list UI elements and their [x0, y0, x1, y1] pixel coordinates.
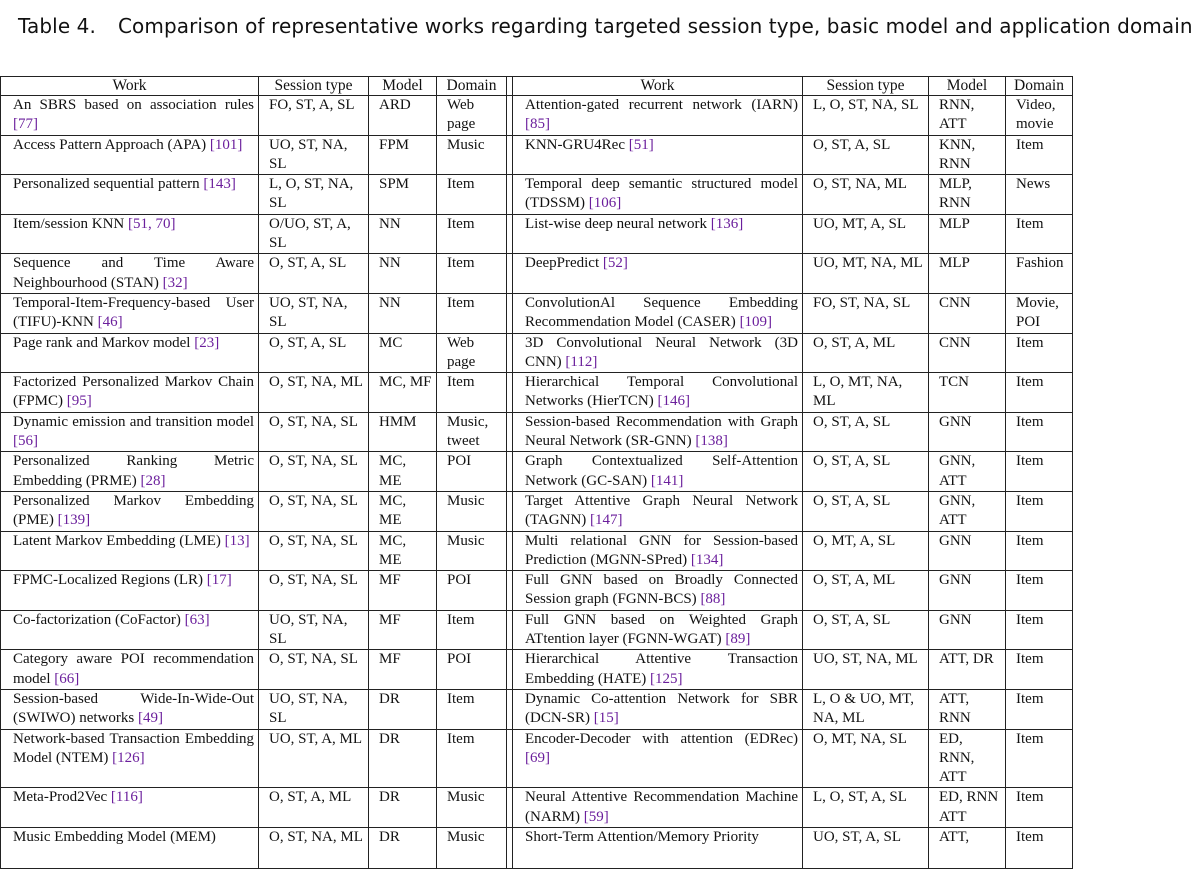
- citation-link: [88]: [700, 591, 726, 608]
- citation-link: [69]: [525, 749, 550, 766]
- session-type-cell-left: O, ST, A, SL: [259, 254, 369, 294]
- work-cell-left: [1, 214, 259, 254]
- citation-link: [116]: [110, 789, 143, 806]
- model-cell-left: NN: [369, 293, 437, 333]
- session-type-cell-right: O, MT, A, SL: [803, 531, 929, 571]
- citation-link: [101]: [209, 136, 243, 153]
- work-name: Latent Markov Embedding (LME): [13, 532, 221, 549]
- citation-link: [141]: [650, 472, 684, 489]
- session-type-cell-left: O, ST, NA, SL: [259, 531, 369, 571]
- work-cell-left: [1, 96, 259, 136]
- domain-cell-right: Item: [1006, 571, 1073, 611]
- work-name: Network-based Transaction Embedding Model (NTEM): [13, 730, 254, 766]
- citation-link: [139]: [57, 512, 91, 529]
- session-type-cell-right: L, O, ST, A, SL: [803, 788, 929, 828]
- model-cell-right: ED, RNN, ATT: [929, 729, 1006, 788]
- work-name: Attention-gated recurrent network (IARN): [525, 97, 798, 113]
- domain-cell-left: POI: [437, 452, 507, 492]
- citation-link: [89]: [725, 631, 751, 648]
- table-row: [1, 610, 1073, 650]
- work-cell-left: [1, 135, 259, 175]
- session-type-cell-right: L, O & UO, MT, NA, ML: [803, 689, 929, 729]
- model-cell-left: MC, ME: [369, 452, 437, 492]
- model-cell-right: GNN, ATT: [929, 452, 1006, 492]
- table-row: [1, 788, 1073, 828]
- citation-link: [51, 70]: [128, 215, 176, 232]
- table-row: [1, 135, 1073, 175]
- work-cell-left: [1, 571, 259, 611]
- work-cell-left: [1, 610, 259, 650]
- citation-link: [143]: [203, 176, 236, 193]
- model-cell-right: CNN: [929, 333, 1006, 373]
- citation-link: [109]: [739, 314, 773, 331]
- domain-cell-left: Item: [437, 175, 507, 215]
- work-cell-right: [513, 827, 803, 868]
- work-cell-right: [513, 214, 803, 254]
- session-type-cell-left: O, ST, A, SL: [259, 333, 369, 373]
- model-cell-left: MF: [369, 571, 437, 611]
- work-cell-left: [1, 373, 259, 413]
- model-cell-left: FPM: [369, 135, 437, 175]
- work-cell-left: [1, 531, 259, 571]
- session-type-cell-right: O, ST, A, SL: [803, 452, 929, 492]
- domain-cell-right: Fashion: [1006, 254, 1073, 294]
- table-body: [1, 96, 1073, 869]
- model-cell-right: ATT,: [929, 827, 1006, 868]
- citation-link: [46]: [97, 314, 123, 331]
- citation-link: [51]: [628, 136, 654, 153]
- work-cell-right: [513, 788, 803, 828]
- work-name: Personalized Markov Embedding (PME): [13, 492, 254, 529]
- model-cell-right: GNN: [929, 412, 1006, 452]
- domain-cell-left: Item: [437, 293, 507, 333]
- work-cell-left: [1, 650, 259, 690]
- session-type-cell-left: UO, ST, NA, SL: [259, 610, 369, 650]
- model-cell-left: NN: [369, 254, 437, 294]
- work-name: Music Embedding Model (MEM): [13, 828, 216, 845]
- header-work-right: Work: [513, 77, 803, 96]
- model-cell-right: RNN, ATT: [929, 96, 1006, 136]
- session-type-cell-left: O/UO, ST, A, SL: [259, 214, 369, 254]
- citation-link: [112]: [565, 353, 598, 370]
- domain-cell-left: Music, tweet: [437, 412, 507, 452]
- domain-cell-right: Item: [1006, 689, 1073, 729]
- table-row: [1, 412, 1073, 452]
- citation-link: [23]: [194, 334, 220, 351]
- work-cell-right: [513, 412, 803, 452]
- domain-cell-right: Item: [1006, 531, 1073, 571]
- model-cell-right: ED, RNN ATT: [929, 788, 1006, 828]
- table-row: [1, 96, 1073, 136]
- model-cell-right: MLP, RNN: [929, 175, 1006, 215]
- table-row: [1, 254, 1073, 294]
- model-cell-left: MC, MF: [369, 373, 437, 413]
- domain-cell-left: Item: [437, 254, 507, 294]
- model-cell-left: MC: [369, 333, 437, 373]
- model-cell-left: MC, ME: [369, 491, 437, 531]
- citation-link: [106]: [588, 195, 622, 212]
- model-cell-left: SPM: [369, 175, 437, 215]
- domain-cell-right: Item: [1006, 491, 1073, 531]
- work-name: Session-based Wide-In-Wide-Out (SWIWO) networks: [13, 690, 254, 727]
- session-type-cell-left: O, ST, NA, ML: [259, 373, 369, 413]
- work-cell-left: [1, 175, 259, 215]
- header-domain-left: Domain: [437, 77, 507, 96]
- header-session-right: Session type: [803, 77, 929, 96]
- model-cell-left: ARD: [369, 96, 437, 136]
- work-name: Encoder-Decoder with attention (EDRec): [525, 730, 798, 747]
- model-cell-left: MF: [369, 650, 437, 690]
- citation-link: [147]: [590, 512, 623, 529]
- work-name: KNN-GRU4Rec: [525, 136, 625, 153]
- model-cell-right: GNN: [929, 531, 1006, 571]
- work-cell-right: [513, 689, 803, 729]
- work-cell-right: [513, 333, 803, 373]
- work-name: Category aware POI recommendation model: [13, 651, 254, 687]
- session-type-cell-left: O, ST, A, ML: [259, 788, 369, 828]
- session-type-cell-right: O, ST, A, SL: [803, 135, 929, 175]
- comparison-table: [0, 76, 1073, 869]
- work-name: Factorized Personalized Markov Chain (FPMC): [13, 374, 254, 410]
- model-cell-right: CNN: [929, 293, 1006, 333]
- table-row: [1, 827, 1073, 868]
- session-type-cell-right: O, MT, NA, SL: [803, 729, 929, 788]
- table-row: [1, 729, 1073, 788]
- work-cell-left: [1, 491, 259, 531]
- domain-cell-right: Item: [1006, 412, 1073, 452]
- model-cell-left: DR: [369, 788, 437, 828]
- citation-link: [138]: [695, 433, 728, 450]
- session-type-cell-right: O, ST, A, SL: [803, 610, 929, 650]
- domain-cell-left: Item: [437, 729, 507, 788]
- work-name: An SBRS based on association rules: [13, 97, 254, 113]
- header-model-right: Model: [929, 77, 1006, 96]
- work-name: Temporal deep semantic structured model (TDSSM): [525, 176, 798, 212]
- work-name: Hierarchical Attentive Transaction Embedding (HATE): [525, 651, 798, 687]
- work-name: Dynamic emission and transition model: [13, 413, 254, 430]
- session-type-cell-left: UO, ST, NA, SL: [259, 293, 369, 333]
- table-caption-label: Table 4.: [18, 14, 96, 38]
- model-cell-left: MF: [369, 610, 437, 650]
- session-type-cell-left: FO, ST, A, SL: [259, 96, 369, 136]
- model-cell-left: DR: [369, 689, 437, 729]
- work-cell-right: [513, 491, 803, 531]
- work-cell-right: [513, 650, 803, 690]
- table-row: [1, 571, 1073, 611]
- domain-cell-right: News: [1006, 175, 1073, 215]
- model-cell-left: DR: [369, 827, 437, 868]
- domain-cell-right: Item: [1006, 610, 1073, 650]
- domain-cell-left: Music: [437, 135, 507, 175]
- session-type-cell-right: L, O, ST, NA, SL: [803, 96, 929, 136]
- citation-link: [134]: [690, 551, 724, 568]
- model-cell-right: GNN, ATT: [929, 491, 1006, 531]
- domain-cell-left: Web page: [437, 96, 507, 136]
- session-type-cell-right: L, O, MT, NA, ML: [803, 373, 929, 413]
- work-name: Item/session KNN: [13, 215, 125, 232]
- header-domain-right: Domain: [1006, 77, 1073, 96]
- table-row: [1, 689, 1073, 729]
- header-work-left: Work: [1, 77, 259, 96]
- work-cell-left: [1, 333, 259, 373]
- work-cell-right: [513, 531, 803, 571]
- work-name: ConvolutionAl Sequence Embedding Recommendation Model (CASER): [525, 294, 798, 331]
- domain-cell-right: Movie, POI: [1006, 293, 1073, 333]
- session-type-cell-right: FO, ST, NA, SL: [803, 293, 929, 333]
- domain-cell-left: Item: [437, 214, 507, 254]
- work-cell-left: [1, 254, 259, 294]
- domain-cell-right: Item: [1006, 452, 1073, 492]
- citation-link: [17]: [206, 572, 232, 589]
- work-cell-left: [1, 452, 259, 492]
- session-type-cell-left: O, ST, NA, SL: [259, 571, 369, 611]
- citation-link: [126]: [112, 749, 145, 766]
- header-model-left: Model: [369, 77, 437, 96]
- table-row: [1, 452, 1073, 492]
- work-name: Co-factorization (CoFactor): [13, 611, 181, 628]
- work-cell-right: [513, 571, 803, 611]
- table-row: [1, 214, 1073, 254]
- citation-link: [49]: [137, 710, 163, 727]
- work-name: Meta-Prod2Vec: [13, 789, 108, 806]
- work-cell-left: [1, 827, 259, 868]
- citation-link: [125]: [649, 670, 683, 687]
- model-cell-right: TCN: [929, 373, 1006, 413]
- work-cell-right: [513, 729, 803, 788]
- domain-cell-right: Video, movie: [1006, 96, 1073, 136]
- model-cell-right: MLP: [929, 214, 1006, 254]
- domain-cell-left: Music: [437, 491, 507, 531]
- domain-cell-right: Item: [1006, 650, 1073, 690]
- session-type-cell-left: O, ST, NA, SL: [259, 452, 369, 492]
- session-type-cell-right: O, ST, A, SL: [803, 412, 929, 452]
- session-type-cell-left: UO, ST, NA, SL: [259, 135, 369, 175]
- table-row: [1, 373, 1073, 413]
- domain-cell-right: Item: [1006, 788, 1073, 828]
- session-type-cell-left: UO, ST, A, ML: [259, 729, 369, 788]
- domain-cell-right: Item: [1006, 729, 1073, 788]
- session-type-cell-left: L, O, ST, NA, SL: [259, 175, 369, 215]
- table-row: [1, 531, 1073, 571]
- work-cell-left: [1, 293, 259, 333]
- work-cell-left: [1, 689, 259, 729]
- model-cell-left: DR: [369, 729, 437, 788]
- citation-link: [66]: [54, 670, 80, 687]
- work-name: Target Attentive Graph Neural Network (TAGNN): [525, 492, 798, 529]
- citation-link: [136]: [710, 215, 744, 232]
- table-row: [1, 293, 1073, 333]
- work-name: Dynamic Co-attention Network for SBR (DCN-SR): [525, 690, 798, 727]
- table-caption-text: Comparison of representative works regarding targeted session type, basic model and application domain: [117, 14, 1193, 38]
- table-row: [1, 491, 1073, 531]
- domain-cell-right: Item: [1006, 135, 1073, 175]
- work-name: Page rank and Markov model: [13, 334, 191, 351]
- work-cell-left: [1, 412, 259, 452]
- work-name: Temporal-Item-Frequency-based User (TIFU)-KNN: [13, 294, 254, 331]
- work-cell-right: [513, 96, 803, 136]
- work-name: Session-based Recommendation with Graph Neural Network (SR-GNN): [525, 413, 798, 450]
- model-cell-right: ATT, DR: [929, 650, 1006, 690]
- work-cell-left: [1, 729, 259, 788]
- model-cell-right: MLP: [929, 254, 1006, 294]
- citation-link: [77]: [13, 116, 38, 133]
- work-name: Access Pattern Approach (APA): [13, 136, 207, 153]
- work-cell-right: [513, 135, 803, 175]
- session-type-cell-left: O, ST, NA, SL: [259, 491, 369, 531]
- session-type-cell-right: UO, ST, NA, ML: [803, 650, 929, 690]
- citation-link: [85]: [525, 116, 550, 133]
- model-cell-left: HMM: [369, 412, 437, 452]
- domain-cell-left: Item: [437, 373, 507, 413]
- domain-cell-left: Music: [437, 788, 507, 828]
- domain-cell-left: Item: [437, 689, 507, 729]
- model-cell-right: KNN, RNN: [929, 135, 1006, 175]
- session-type-cell-right: O, ST, A, SL: [803, 491, 929, 531]
- citation-link: [146]: [657, 393, 690, 410]
- domain-cell-left: POI: [437, 650, 507, 690]
- work-name: Personalized sequential pattern: [13, 176, 200, 193]
- citation-link: [28]: [140, 472, 166, 489]
- model-cell-right: ATT, RNN: [929, 689, 1006, 729]
- work-cell-right: [513, 452, 803, 492]
- work-name: Hierarchical Temporal Convolutional Networks (HierTCN): [525, 374, 798, 410]
- domain-cell-left: Web page: [437, 333, 507, 373]
- citation-link: [15]: [593, 710, 619, 727]
- domain-cell-left: Music: [437, 531, 507, 571]
- citation-link: [59]: [583, 808, 609, 825]
- session-type-cell-left: O, ST, NA, SL: [259, 650, 369, 690]
- work-name: 3D Convolutional Neural Network (3D CNN): [525, 334, 798, 370]
- session-type-cell-right: O, ST, A, ML: [803, 571, 929, 611]
- table-row: [1, 333, 1073, 373]
- work-name: List-wise deep neural network: [525, 215, 708, 232]
- work-cell-right: [513, 254, 803, 294]
- work-name: Neural Attentive Recommendation Machine (NARM): [525, 789, 798, 825]
- session-type-cell-left: O, ST, NA, ML: [259, 827, 369, 868]
- work-name: Full GNN based on Broadly Connected Session graph (FGNN-BCS): [525, 572, 798, 608]
- session-type-cell-right: O, ST, A, ML: [803, 333, 929, 373]
- work-cell-right: [513, 373, 803, 413]
- domain-cell-left: POI: [437, 571, 507, 611]
- session-type-cell-right: UO, MT, A, SL: [803, 214, 929, 254]
- work-name: DeepPredict: [525, 255, 600, 272]
- work-cell-right: [513, 175, 803, 215]
- session-type-cell-left: O, ST, NA, SL: [259, 412, 369, 452]
- header-session-left: Session type: [259, 77, 369, 96]
- work-name: Full GNN based on Weighted Graph ATtention layer (FGNN-WGAT): [525, 611, 798, 648]
- work-cell-right: [513, 293, 803, 333]
- model-cell-left: MC, ME: [369, 531, 437, 571]
- table-header-row: [1, 77, 1073, 96]
- work-name: FPMC-Localized Regions (LR): [13, 572, 203, 589]
- citation-link: [13]: [224, 532, 250, 549]
- table-caption: [18, 14, 1193, 38]
- citation-link: [95]: [66, 393, 92, 410]
- work-name: Short-Term Attention/Memory Priority: [525, 828, 759, 845]
- citation-link: [63]: [184, 611, 210, 628]
- work-cell-right: [513, 610, 803, 650]
- model-cell-left: NN: [369, 214, 437, 254]
- model-cell-right: GNN: [929, 571, 1006, 611]
- citation-link: [52]: [602, 255, 628, 272]
- session-type-cell-right: UO, MT, NA, ML: [803, 254, 929, 294]
- domain-cell-right: Item: [1006, 827, 1073, 868]
- domain-cell-right: Item: [1006, 373, 1073, 413]
- session-type-cell-left: UO, ST, NA, SL: [259, 689, 369, 729]
- table-row: [1, 650, 1073, 690]
- domain-cell-left: Item: [437, 610, 507, 650]
- work-name: Multi relational GNN for Session-based Prediction (MGNN-SPred): [525, 532, 798, 568]
- work-name: Graph Contextualized Self-Attention Network (GC-SAN): [525, 453, 798, 489]
- citation-link: [56]: [13, 433, 38, 450]
- session-type-cell-right: UO, ST, A, SL: [803, 827, 929, 868]
- session-type-cell-right: O, ST, NA, ML: [803, 175, 929, 215]
- work-cell-left: [1, 788, 259, 828]
- work-name: Sequence and Time Aware Neighbourhood (STAN): [13, 255, 254, 291]
- domain-cell-right: Item: [1006, 333, 1073, 373]
- domain-cell-left: Music: [437, 827, 507, 868]
- citation-link: [32]: [162, 274, 188, 291]
- table-row: [1, 175, 1073, 215]
- model-cell-right: GNN: [929, 610, 1006, 650]
- domain-cell-right: Item: [1006, 214, 1073, 254]
- work-name: Personalized Ranking Metric Embedding (PRME): [13, 453, 254, 489]
